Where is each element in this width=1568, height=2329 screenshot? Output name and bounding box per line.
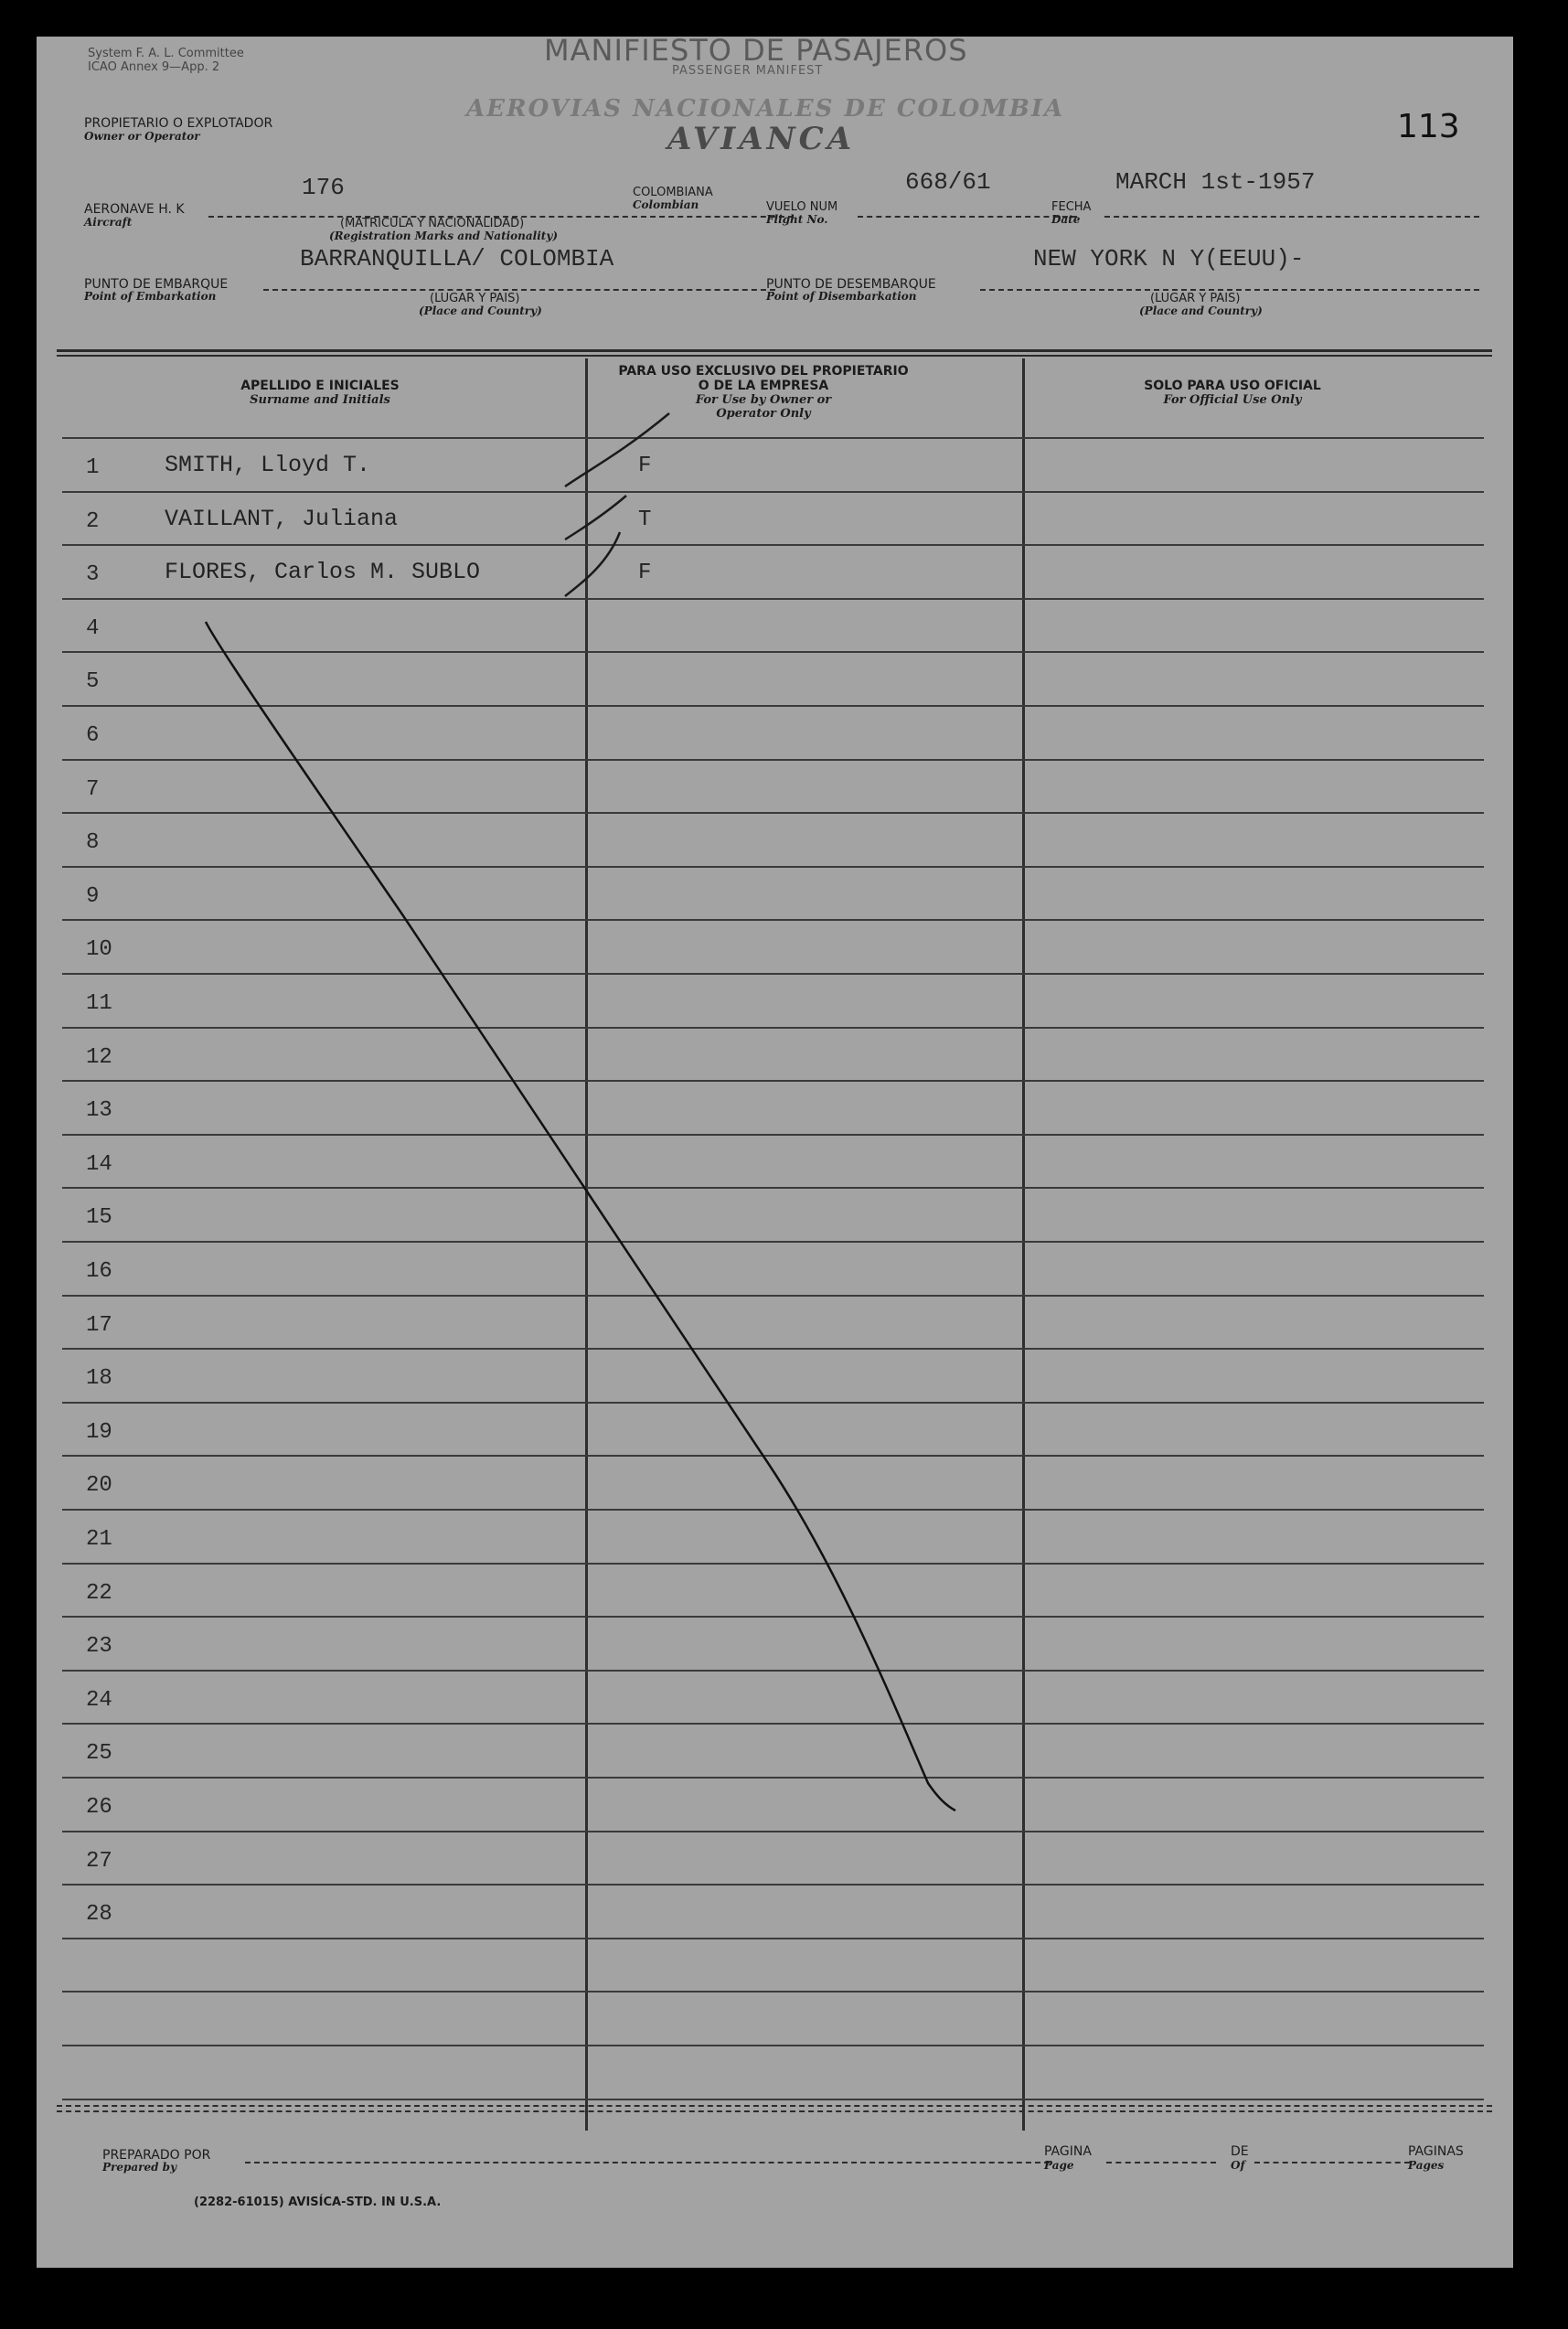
passenger-code: F	[638, 454, 652, 478]
row-number: 26	[86, 1795, 112, 1820]
check-mark-3	[565, 532, 620, 596]
row-number: 5	[86, 669, 100, 694]
row-number: 15	[86, 1205, 112, 1230]
column-header-owner-en-2: Operator Only	[716, 407, 811, 421]
airline-brand: AVIANCA	[667, 121, 856, 157]
row-number: 21	[86, 1527, 112, 1552]
column-header-owner-es-1: PARA USO EXCLUSIVO DEL PROPIETARIO	[618, 364, 909, 379]
manifest-title-en: PASSENGER MANIFEST	[672, 64, 824, 78]
manifest-sheet	[37, 37, 1513, 2268]
row-number: 20	[86, 1473, 112, 1498]
row-number: 27	[86, 1849, 112, 1874]
page-underline	[1106, 2162, 1216, 2163]
nationality-label-en: Colombian	[633, 198, 699, 211]
row-number: 19	[86, 1420, 112, 1445]
manifest-title: MANIFIESTO DE PASAJEROS	[544, 37, 968, 68]
check-mark-1	[565, 413, 669, 486]
airline-name: AEROVIAS NACIONALES DE COLOMBIA	[466, 95, 1065, 123]
registration-label: (MATRICULA Y NACIONALIDAD)	[340, 217, 525, 230]
embark-label: PUNTO DE EMBARQUE	[84, 277, 229, 292]
owner-label-en: Owner or Operator	[84, 130, 200, 143]
row-number: 10	[86, 937, 112, 962]
embark-value: BARRANQUILLA/ COLOMBIA	[300, 245, 614, 272]
date-label: FECHA	[1051, 200, 1092, 214]
row-number: 14	[86, 1152, 112, 1177]
flight-label-en: Flight No.	[766, 213, 828, 226]
passenger-name: SMITH, Lloyd T.	[165, 452, 371, 478]
row-number: 1	[86, 455, 100, 480]
embark-place-label: (LUGAR Y PAIS)	[430, 292, 520, 305]
disembark-place-label-en: (Place and Country)	[1139, 304, 1263, 317]
row-number: 11	[86, 991, 112, 1016]
committee-line1: System F. A. L. Committee	[88, 47, 244, 60]
row-number: 25	[86, 1741, 112, 1766]
registration-label-en: (Registration Marks and Nationality)	[329, 230, 558, 242]
footer-rule-bottom	[57, 2110, 1492, 2112]
row-number: 12	[86, 1045, 112, 1070]
disembark-value: NEW YORK N Y(EEUU)-	[1033, 245, 1305, 272]
page-label-en: Page	[1044, 2159, 1074, 2172]
owner-label: PROPIETARIO O EXPLOTADOR	[84, 116, 273, 131]
document-number: 113	[1397, 108, 1460, 145]
disembark-label: PUNTO DE DESEMBARQUE	[766, 277, 936, 292]
disembark-label-en: Point of Disembarkation	[766, 290, 917, 303]
column-header-name-en: Surname and Initials	[250, 393, 390, 407]
aircraft-label: AERONAVE H. K	[84, 202, 185, 217]
disembark-place-label: (LUGAR Y PAIS)	[1150, 292, 1241, 305]
passenger-name: VAILLANT, Juliana	[165, 506, 399, 532]
prepared-label: PREPARADO POR	[102, 2148, 211, 2163]
column-header-official-en: For Official Use Only	[1163, 393, 1302, 407]
row-number: 6	[86, 723, 100, 748]
flight-value: 668/61	[905, 168, 991, 196]
page-label: PAGINA	[1044, 2144, 1092, 2159]
committee-line2: ICAO Annex 9—App. 2	[88, 60, 220, 74]
row-number: 24	[86, 1688, 112, 1713]
of-label: DE	[1231, 2144, 1249, 2159]
prepared-label-en: Prepared by	[102, 2161, 177, 2174]
row-number: 28	[86, 1902, 112, 1927]
row-number: 23	[86, 1634, 112, 1659]
footer-rule-top	[57, 2105, 1492, 2107]
embark-label-en: Point of Embarkation	[84, 290, 217, 303]
passenger-code: F	[638, 561, 652, 585]
flight-label: VUELO NUM	[766, 200, 838, 214]
column-header-owner-es-2: O DE LA EMPRESA	[698, 379, 829, 393]
row-number: 8	[86, 830, 100, 855]
column-header-name-es: APELLIDO E INICIALES	[240, 379, 400, 393]
embark-place-label-en: (Place and Country)	[419, 304, 542, 317]
prepared-underline	[245, 2162, 1050, 2163]
row-number: 13	[86, 1098, 112, 1123]
column-header-official-es: SOLO PARA USO OFICIAL	[1144, 379, 1321, 393]
row-number: 2	[86, 509, 100, 534]
date-value: MARCH 1st-1957	[1115, 168, 1316, 196]
row-number: 17	[86, 1313, 112, 1338]
pages-label-en: Pages	[1408, 2159, 1445, 2172]
nationality-label: COLOMBIANA	[633, 186, 713, 199]
strike-through-line	[206, 622, 955, 1811]
printer-imprint: (2282-61015) AVISÍCA-STD. IN U.S.A.	[194, 2195, 442, 2209]
row-number: 4	[86, 616, 100, 641]
aircraft-label-en: Aircraft	[84, 216, 133, 229]
aircraft-value: 176	[302, 174, 345, 201]
passenger-name: FLORES, Carlos M. SUBLO	[165, 559, 481, 585]
handwritten-marks	[37, 37, 1513, 2268]
row-number: 9	[86, 884, 100, 909]
row-number: 3	[86, 562, 100, 587]
passenger-code: T	[638, 507, 652, 532]
column-header-owner-en-1: For Use by Owner or	[695, 393, 832, 407]
check-mark-2	[565, 496, 626, 540]
row-number: 16	[86, 1259, 112, 1284]
row-number: 22	[86, 1581, 112, 1606]
row-number: 18	[86, 1366, 112, 1391]
date-label-en: Date	[1051, 213, 1081, 226]
of-underline	[1254, 2162, 1410, 2163]
row-number: 7	[86, 777, 100, 802]
of-label-en: Of	[1231, 2159, 1245, 2172]
pages-label: PAGINAS	[1408, 2144, 1464, 2159]
